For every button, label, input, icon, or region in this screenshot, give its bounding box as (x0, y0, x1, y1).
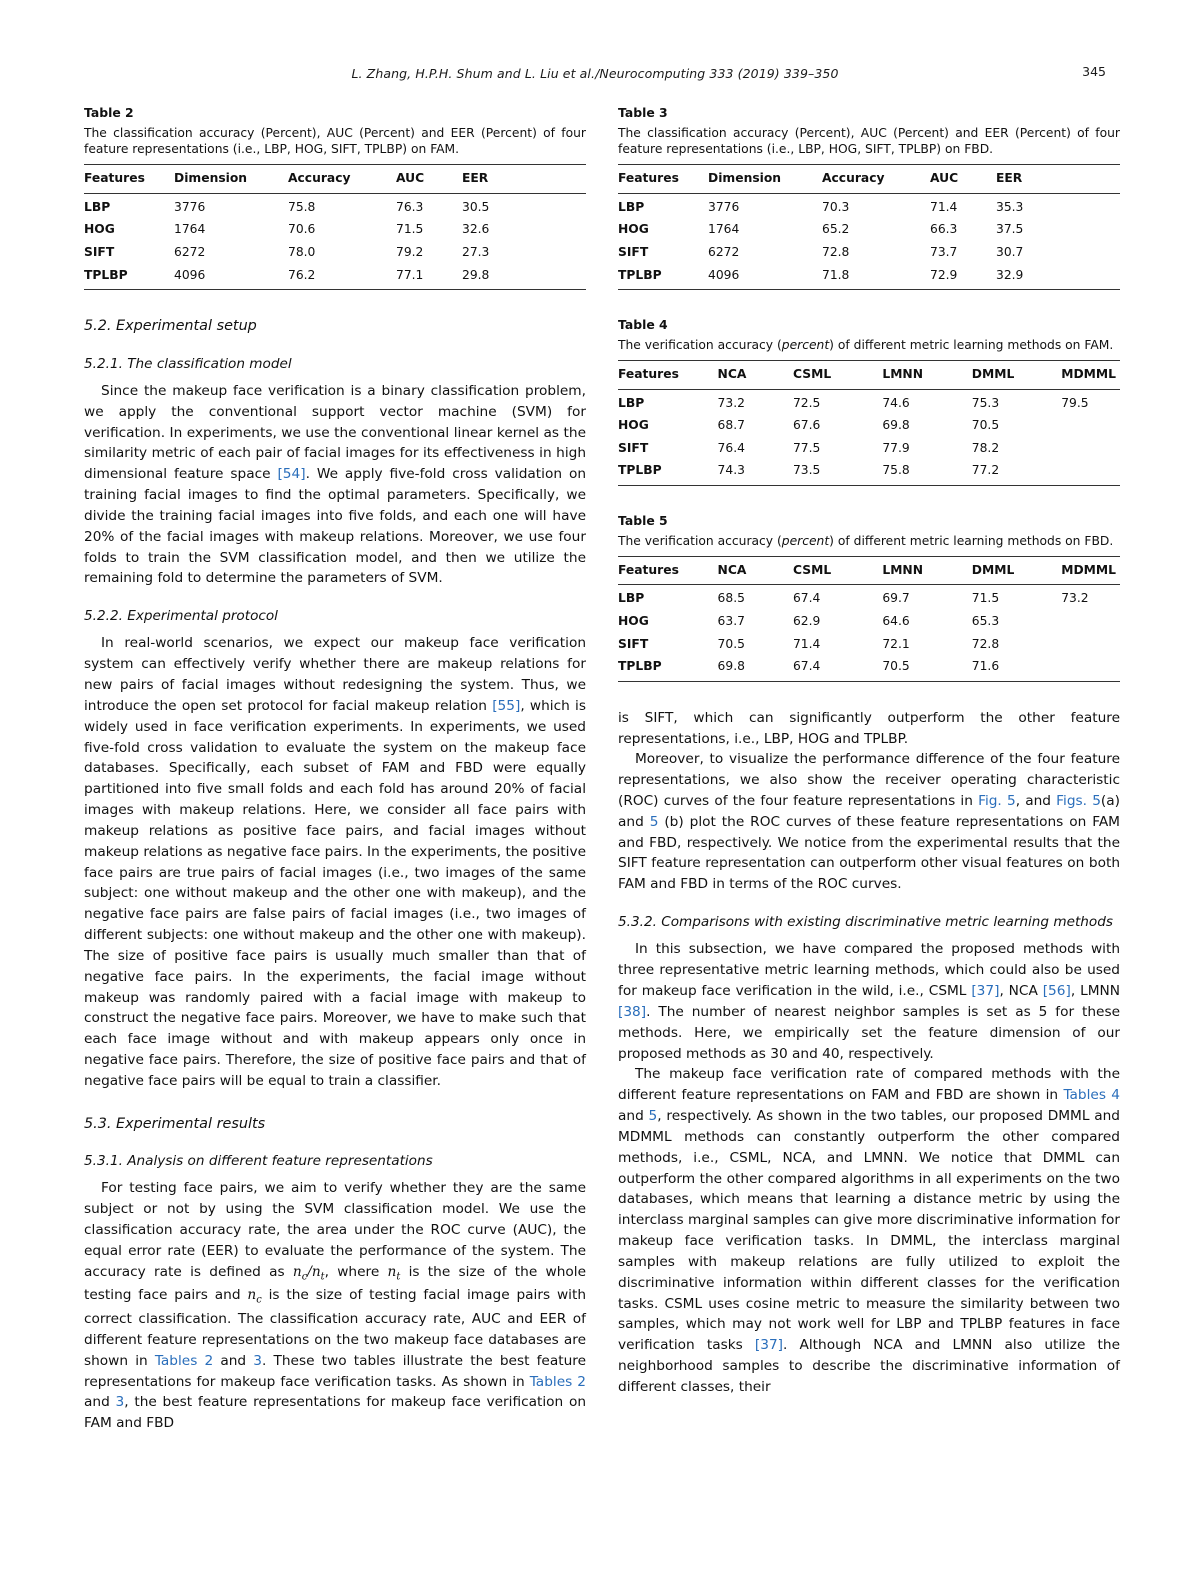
col-header: Accuracy (822, 165, 930, 193)
text-run: . These two tables illustrate the best feature representations for makeup face verification tasks. As shown in (84, 1352, 587, 1390)
math-symbol: n (292, 1263, 302, 1280)
cell: 70.5 (717, 636, 745, 651)
col-header: Features (618, 361, 718, 389)
table-link-2[interactable]: Tables 2 (154, 1352, 214, 1369)
cell: SIFT (618, 245, 649, 260)
left-column (84, 104, 586, 1434)
table-row (618, 193, 1120, 219)
cell: 66.3 (930, 222, 958, 237)
col-header: MDMML (1061, 361, 1120, 389)
col-header: CSML (793, 361, 882, 389)
cell: SIFT (618, 440, 649, 455)
col-header: NCA (718, 361, 793, 389)
table-row (618, 437, 1120, 460)
figure-link-5b[interactable]: 5 (649, 813, 659, 830)
figure-link-5[interactable]: Fig. 5 (978, 793, 1016, 809)
math-nt (387, 1263, 401, 1283)
text-run: . We apply five-fold cross validation on training facial images to find the optimal parameters. Specifically, we divide the training facial images into five folds, and each one will have 20% of the facial images with makeup relations. Moreover, we use four folds to train the SVM classification model, and then we utilize the remaining fold to determine the parameters of SVM. (84, 466, 586, 587)
cell: 73.2 (1061, 591, 1089, 606)
cell: HOG (618, 418, 649, 433)
cell: 73.7 (930, 245, 958, 260)
cell: TPLBP (618, 267, 662, 282)
col-header: CSML (793, 556, 882, 584)
cell: 67.4 (792, 591, 821, 606)
table-2-caption: The classification accuracy (Percent), AUC (Percent) and EER (Percent) of four feature representations (i.e., LBP, HOG, SIFT, TPLBP) on FAM. (84, 125, 586, 156)
math-subscript: t (320, 1271, 325, 1283)
cell: 4096 (174, 267, 206, 282)
text-run: , where (324, 1263, 388, 1280)
citation-link-37[interactable]: [37] (971, 983, 1000, 1000)
cell: 73.5 (792, 463, 821, 478)
cell: 72.5 (792, 395, 821, 410)
table-row (84, 219, 586, 242)
cell (1061, 610, 1120, 633)
math-symbol: n (247, 1287, 257, 1304)
table-row (618, 460, 1120, 486)
cell (1061, 460, 1120, 486)
math-nc (247, 1287, 262, 1307)
table-header-row (84, 165, 586, 193)
cell: 30.5 (462, 199, 490, 214)
col-header: DMML (972, 556, 1061, 584)
paragraph-roc-curves (618, 749, 1120, 895)
cell: 70.5 (882, 659, 910, 674)
cell: 37.5 (996, 222, 1024, 237)
cell: 76.4 (717, 440, 745, 455)
table-5-caption (618, 533, 1120, 549)
cell: 1764 (708, 222, 740, 237)
cell: 79.5 (1061, 395, 1089, 410)
table-row (618, 219, 1120, 242)
cell: 27.3 (462, 245, 490, 260)
cell: 69.7 (882, 591, 910, 606)
section-heading-5-2-2: 5.2.2. Experimental protocol (84, 608, 278, 625)
table-4-block (618, 316, 1120, 486)
citation-link-55[interactable]: [55] (492, 697, 521, 714)
cell (1061, 656, 1120, 682)
cell: 32.6 (462, 222, 490, 237)
table-3-label: Table 3 (618, 105, 668, 120)
cell: 63.7 (717, 613, 745, 628)
table-3 (618, 164, 1120, 290)
col-header: LMNN (882, 556, 971, 584)
text-run: The makeup face verification rate of compared methods with the different feature representations on FAM and FBD are shown in (618, 1066, 1120, 1104)
cell: 72.1 (882, 636, 910, 651)
citation-link-54[interactable]: [54] (277, 466, 306, 483)
cell: 67.4 (792, 659, 821, 674)
cell: 71.6 (971, 659, 1000, 674)
paragraph-5-2-1 (84, 381, 586, 589)
col-header: DMML (972, 361, 1061, 389)
caption-emphasis: percent (781, 533, 830, 548)
text-run: , the best feature representations for makeup face verification on FAM and FBD (84, 1394, 587, 1432)
col-header: NCA (718, 556, 793, 584)
table-header-row (618, 165, 1120, 193)
col-header: Features (618, 556, 718, 584)
cell: HOG (84, 222, 115, 237)
table-link-3b[interactable]: 3 (115, 1394, 125, 1411)
table-row (84, 193, 586, 219)
text-run: , and (1015, 793, 1057, 809)
cell: 77.9 (882, 440, 910, 455)
table-link-4[interactable]: Tables 4 (1063, 1087, 1121, 1104)
cell: 75.8 (288, 199, 316, 214)
text-run: and (618, 1108, 649, 1125)
paragraph-5-3-2-a (618, 939, 1120, 1064)
table-3-caption: The classification accuracy (Percent), AUC (Percent) and EER (Percent) of four feature representations (i.e., LBP, HOG, SIFT, TPLBP) on FBD. (618, 125, 1120, 156)
section-heading-5-2: 5.2. Experimental setup (84, 318, 257, 335)
cell: 77.2 (971, 463, 1000, 478)
table-row (618, 633, 1120, 656)
cell: TPLBP (618, 659, 662, 674)
section-heading-5-3: 5.3. Experimental results (84, 1115, 266, 1132)
text-run: In this subsection, we have compared the proposed methods with three representative metric learning methods, which could also be used for makeup face verification in the wild, i.e., CSML (618, 941, 1120, 1000)
cell: 68.7 (717, 418, 745, 433)
cell: 68.5 (717, 591, 745, 606)
caption-text: The verification accuracy ( (618, 533, 782, 548)
right-column (618, 104, 1120, 1398)
table-4-caption (618, 337, 1120, 353)
text-run: is the size of the whole testing face pairs and (84, 1263, 586, 1304)
section-heading-5-3-2: 5.3.2. Comparisons with existing discriminative metric learning methods (618, 914, 1113, 931)
caption-emphasis: percent (781, 337, 830, 352)
cell: 67.6 (792, 418, 821, 433)
cell: 70.3 (822, 199, 850, 214)
table-link-2b[interactable]: Tables 2 (529, 1373, 586, 1390)
cell: 64.6 (882, 613, 910, 628)
cell: 77.1 (396, 267, 424, 282)
col-header: MDMML (1061, 556, 1120, 584)
cell: 73.2 (717, 395, 745, 410)
table-row (618, 389, 1120, 415)
cell: 71.8 (822, 267, 850, 282)
table-2-label: Table 2 (84, 105, 134, 120)
cell: 30.7 (996, 245, 1024, 260)
paragraph-5-3-1 (84, 1178, 586, 1434)
citation-link-56[interactable]: [56] (1042, 983, 1071, 1000)
table-5-label: Table 5 (618, 512, 668, 528)
text-run: In real-world scenarios, we expect our makeup face verification system can effectively verify whether there are makeup relations for new pairs of facial images without redesigning the system. Thus, we introduce the open set protocol for facial makeup relation (84, 635, 586, 714)
text-run: Since the makeup face verification is a binary classification problem, we apply the conventional support vector machine (SVM) for verification. In experiments, we use the conventional linear kernel as the similarity metric of each pair of facial images for its effectiveness in high dimensional feature space (84, 382, 586, 483)
table-row (618, 415, 1120, 438)
cell: 3776 (174, 199, 206, 214)
cell: 72.8 (822, 245, 850, 260)
text-run: . The number of nearest neighbor samples is set as 5 for these methods. Here, we empirically set the feature dimension of our proposed methods as 30 and 40, respectively. (618, 1003, 1120, 1062)
col-header: AUC (396, 165, 462, 193)
cell: HOG (618, 613, 649, 628)
cell: 71.5 (971, 591, 1000, 606)
col-header: Features (84, 165, 174, 193)
cell: 78.2 (971, 440, 1000, 455)
text-run: . Although NCA and LMNN also utilize the neighborhood samples to describe the discriminative information of different classes, their (618, 1337, 1120, 1395)
cell: 6272 (174, 245, 206, 260)
cell: 4096 (708, 267, 740, 282)
cell: 74.3 (717, 463, 745, 478)
caption-text: ) of different metric learning methods on FAM. (829, 337, 1114, 352)
text-run: , NCA (999, 983, 1043, 1000)
cell: 71.4 (930, 199, 958, 214)
cell: TPLBP (618, 463, 662, 478)
text-run: , which is widely used in face verification experiments. In experiments, we used five-fold cross validation to evaluate the system on the makeup face databases. Specifically, each subset of FAM and FBD were equally partitioned into five small folds and each fold has around 20% of facial images with makeup relations. Here, we consider all face pairs with makeup relations as positive face pairs, and facial images without makeup relations as negative face pairs. In the experiments, the positive face pairs are true pairs of facial images (i.e., two images of the same subject: one without makeup and the other one with makeup), and the negative face pairs are false pairs of facial images (i.e., two images of different subjects: one without makeup and the other one with makeup). The size of positive face pairs is usually much smaller than that of negative face pairs. In the experiments, the facial image without makeup was randomly paired with a facial image with makeup to construct the negative face pairs. Moreover, we have to make such that each face image without and with makeup appears only once in negative face pairs. Therefore, the size of positive face pairs and that of negative face pairs will be equal to train a classifier. (84, 697, 586, 1089)
table-row (84, 241, 586, 264)
text-run: , respectively. As shown in the two tables, our proposed DMML and MDMML methods can constantly outperform the other compared methods, i.e., CSML, NCA, and LMNN. We notice that DMML can outperform the other compared algorithms in all experiments on the two databases, which means that learning a distance metric by using the interclass marginal samples can give more discriminative information for makeup face verification tasks. In DMML, the interclass marginal samples with makeup relations are fully utilized to exploit the discriminative information within different classes for the verification tasks. CSML uses cosine metric to measure the similarity between two samples, which may not work well for LBP and TPLBP features in face verification tasks (618, 1108, 1120, 1354)
table-3-block (618, 104, 1120, 290)
table-4-label: Table 4 (618, 317, 668, 333)
table-row (618, 585, 1120, 611)
math-symbol: n (387, 1263, 397, 1280)
paragraph-5-3-2-b (618, 1064, 1120, 1397)
table-header-row (618, 361, 1120, 389)
cell: 72.8 (971, 636, 1000, 651)
col-header: Accuracy (288, 165, 396, 193)
section-heading-5-2-1: 5.2.1. The classification model (84, 355, 292, 372)
cell: 76.3 (396, 199, 424, 214)
cell: LBP (618, 199, 645, 214)
cell: LBP (618, 395, 645, 410)
cell: 70.5 (971, 418, 1000, 433)
cell: 65.3 (971, 613, 1000, 628)
table-4 (618, 360, 1120, 486)
cell: 70.6 (288, 222, 316, 237)
col-header: AUC (930, 165, 996, 193)
cell: LBP (618, 591, 645, 606)
table-5-block (618, 512, 1120, 682)
cell: 74.6 (882, 395, 910, 410)
col-header: Features (618, 165, 708, 193)
table-2-block (84, 104, 586, 290)
table-header-row (618, 556, 1120, 584)
text-run: is the size of testing facial image pairs with correct classification. The classification accuracy rate, AUC and EER of different feature representations on the two makeup face databases are shown in (84, 1287, 586, 1369)
section-heading-5-3-1: 5.3.1. Analysis on different feature representations (84, 1153, 433, 1170)
col-header: LMNN (882, 361, 971, 389)
table-row (618, 656, 1120, 682)
cell (1061, 415, 1120, 438)
cell: 78.0 (288, 245, 316, 260)
cell: LBP (84, 199, 111, 214)
text-run: (b) plot the ROC curves of these feature representations on FAM and FBD, respectively. We notice from the experimental results that the SIFT feature representation can outperform other visual features on both FAM and FBD in terms of the ROC curves. (618, 813, 1120, 893)
cell: SIFT (84, 245, 115, 260)
table-5 (618, 556, 1120, 682)
cell: 79.2 (396, 245, 424, 260)
text-run: Moreover, to visualize the performance difference of the four feature representations, we also show the receiver operating characteristic (ROC) curves of the four feature representations in (618, 751, 1120, 809)
cell: 71.5 (396, 222, 424, 237)
cell: 32.9 (996, 267, 1024, 282)
running-head-text: L. Zhang, H.P.H. Shum and L. Liu et al./Neurocomputing 333 (2019) 339–350 (351, 66, 839, 81)
math-subscript: c (301, 1271, 308, 1283)
cell: 29.8 (462, 267, 490, 282)
paragraph-5-2-2 (84, 633, 586, 1091)
math-subscript: t (396, 1271, 401, 1283)
citation-link-38[interactable]: [38] (618, 1003, 647, 1020)
cell: TPLBP (84, 267, 128, 282)
paragraph-sift-continued: is SIFT, which can significantly outperform the other feature representations, i.e., LBP, HOG and TPLBP. (618, 709, 1120, 747)
cell: 69.8 (717, 659, 745, 674)
col-header: Dimension (708, 165, 822, 193)
caption-text: ) of different metric learning methods on FBD. (829, 533, 1114, 548)
cell: 1764 (174, 222, 206, 237)
col-header: EER (996, 165, 1120, 193)
cell: 77.5 (792, 440, 821, 455)
math-symbol: /n (307, 1263, 321, 1280)
table-row (618, 241, 1120, 264)
cell: SIFT (618, 636, 649, 651)
cell: 65.2 (822, 222, 850, 237)
table-row (618, 610, 1120, 633)
cell: 72.9 (930, 267, 958, 282)
cell: 69.8 (882, 418, 910, 433)
col-header: Dimension (174, 165, 288, 193)
text-run: For testing face pairs, we aim to verify whether they are the same subject or not by using the SVM classification model. We use the classification accuracy rate, the area under the ROC curve (AUC), the equal error rate (EER) to evaluate the performance of the system. The accuracy rate is defined as (84, 1180, 586, 1280)
cell: 35.3 (996, 199, 1024, 214)
text-run: , LMNN (1070, 983, 1120, 1000)
col-header: EER (462, 165, 586, 193)
table-link-5[interactable]: 5 (648, 1108, 658, 1125)
caption-text: The verification accuracy ( (618, 337, 782, 352)
running-head (0, 66, 1190, 81)
cell: 62.9 (792, 613, 821, 628)
page-number: 345 (1082, 64, 1106, 79)
table-row (618, 264, 1120, 290)
text-run: and (213, 1352, 254, 1369)
cell (1061, 437, 1120, 460)
text-run: (a) and (618, 793, 1120, 830)
cell: 76.2 (288, 267, 316, 282)
table-row (84, 264, 586, 290)
math-nc-nt (292, 1263, 325, 1283)
cell: 3776 (708, 199, 740, 214)
figure-link-5a[interactable]: Figs. 5 (1056, 793, 1101, 809)
citation-link-37b[interactable]: [37] (754, 1337, 784, 1354)
cell: 6272 (708, 245, 740, 260)
table-link-3[interactable]: 3 (253, 1352, 262, 1369)
text-run: and (84, 1394, 116, 1411)
cell: 75.8 (882, 463, 910, 478)
cell (1061, 633, 1120, 656)
cell: 71.4 (792, 636, 821, 651)
math-subscript: c (256, 1295, 262, 1307)
cell: HOG (618, 222, 649, 237)
table-2 (84, 164, 586, 290)
cell: 75.3 (971, 395, 1000, 410)
